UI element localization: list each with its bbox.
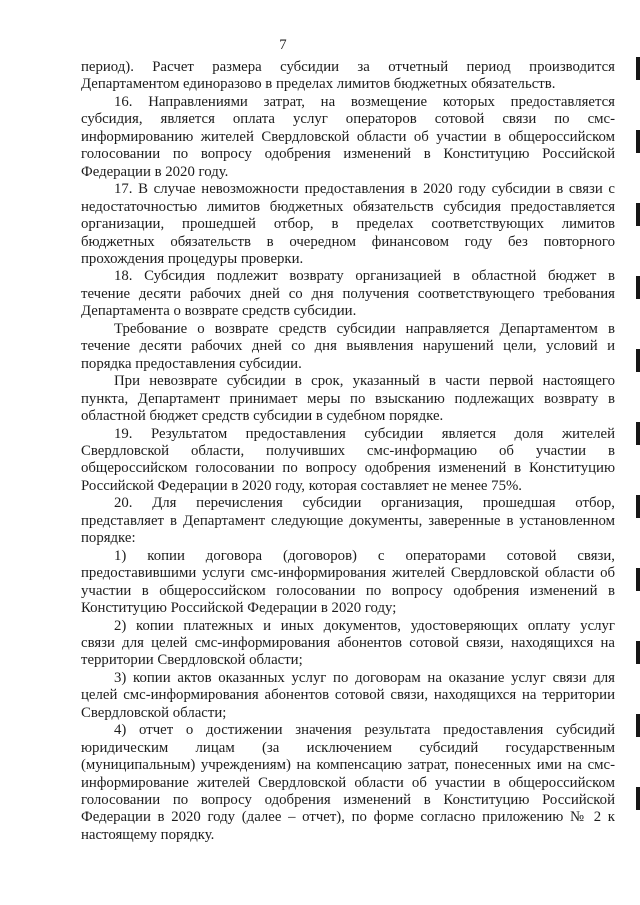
scan-edge-artifacts (636, 57, 640, 852)
text-line: Российской Федерации в 2020 году, которая составляет не менее 75%. (81, 477, 523, 494)
text-line: голосовании по вопросу одобрения изменений в Конституцию Российской (81, 146, 615, 163)
text-line: 18. Субсидия подлежит возврату организацией в областной бюджет в (114, 268, 615, 285)
text-line: порядке: (81, 530, 136, 547)
text-line: участии в общероссийском голосовании по вопросу одобрения изменений в (81, 582, 615, 599)
text-line: настоящему порядку. (81, 826, 215, 843)
text-line: целей смс-информирования абонентов сотовой связи, находящихся на территории (81, 687, 615, 704)
text-line: течение десяти рабочих дней со дня выявления нарушений цели, условий и (81, 338, 615, 355)
text-line: 4) отчет о достижении значения результата предоставления субсидий (114, 722, 615, 739)
text-line: областной бюджет средств субсидии в судебном порядке. (81, 408, 444, 425)
text-line: период). Расчет размера субсидии за отчетный период производится (81, 59, 615, 75)
document-text (81, 59, 615, 844)
text-line: Департаментом единоразово в пределах лимитов бюджетных обязательств. (81, 76, 556, 93)
text-line: 20. Для перечисления субсидии организация, прошедшая отбор, (114, 495, 615, 512)
page-number: 7 (279, 37, 287, 53)
text-line: бюджетных обязательств в очередном финансовом году без повторного (81, 233, 615, 250)
text-line: 17. В случае невозможности предоставления в 2020 году субсидии в связи с (114, 181, 615, 198)
text-line: Свердловской области; (81, 704, 227, 721)
text-line: предоставившими услуги смс-информирования жителей Свердловской области об (81, 565, 615, 582)
text-line: связи для целей смс-информирования абонентов сотовой связи, находящихся на (81, 634, 615, 651)
text-line: 2) копии платежных и иных документов, удостоверяющих оплату услуг (114, 617, 615, 634)
text-line: Федерации в 2020 году. (81, 163, 229, 180)
text-line: Федерации в 2020 году (далее – отчет), по форме согласно приложению № 2 к (81, 809, 615, 826)
text-line: юридическим лицам (за исключением субсидий государственным (81, 739, 615, 756)
text-line: голосовании по вопросу одобрения изменений в Конституцию Российской (81, 792, 615, 809)
text-line: общероссийском голосовании по вопросу одобрения изменений в Конституцию (81, 460, 615, 477)
text-line: Департамента о возврате средств субсидии. (81, 303, 357, 320)
text-line: (муниципальным) учреждениям) на компенсацию затрат, понесенных ими на смс- (81, 757, 615, 774)
text-line: 1) копии договора (договоров) с операторами сотовой связи, (114, 547, 615, 564)
text-line: представляет в Департамент следующие документы, заверенные в установленном (81, 512, 615, 529)
text-line: Конституцию Российской Федерации в 2020 году; (81, 600, 397, 617)
text-line: субсидия, является оплата услуг операторов сотовой связи по смс- (81, 111, 615, 128)
text-line: порядка предоставления субсидии. (81, 355, 302, 372)
text-line: недостаточностью лимитов бюджетных обязательств субсидия предоставляется (81, 198, 615, 215)
text-line: территории Свердловской области; (81, 652, 303, 669)
text-line: Свердловской области, получивших смс-информацию об участии в (81, 442, 615, 459)
text-line: организации, прошедшей отбор, в пределах соответствующих лимитов (81, 216, 615, 233)
text-line: При невозврате субсидии в срок, указанный в части первой настоящего (114, 373, 615, 390)
text-line: 16. Направлениями затрат, на возмещение которых предоставляется (114, 93, 615, 110)
text-line: течение десяти рабочих дней со дня получения соответствующего требования (81, 285, 615, 302)
text-line: информирование жителей Свердловской области об участии в общероссийском (81, 774, 615, 791)
text-line: 3) копии актов оказанных услуг по договорам на оказание услуг связи для (114, 669, 615, 686)
text-line: 19. Результатом предоставления субсидии является доля жителей (114, 425, 615, 442)
text-line: Требование о возврате средств субсидии направляется Департаментом в (114, 320, 615, 337)
text-line: информированию жителей Свердловской области об участии в общероссийском (81, 128, 615, 145)
text-line: прохождения процедуры проверки. (81, 250, 304, 267)
text-line: пункта, Департамент принимает меры по взысканию подлежащих возврату в (81, 390, 615, 407)
